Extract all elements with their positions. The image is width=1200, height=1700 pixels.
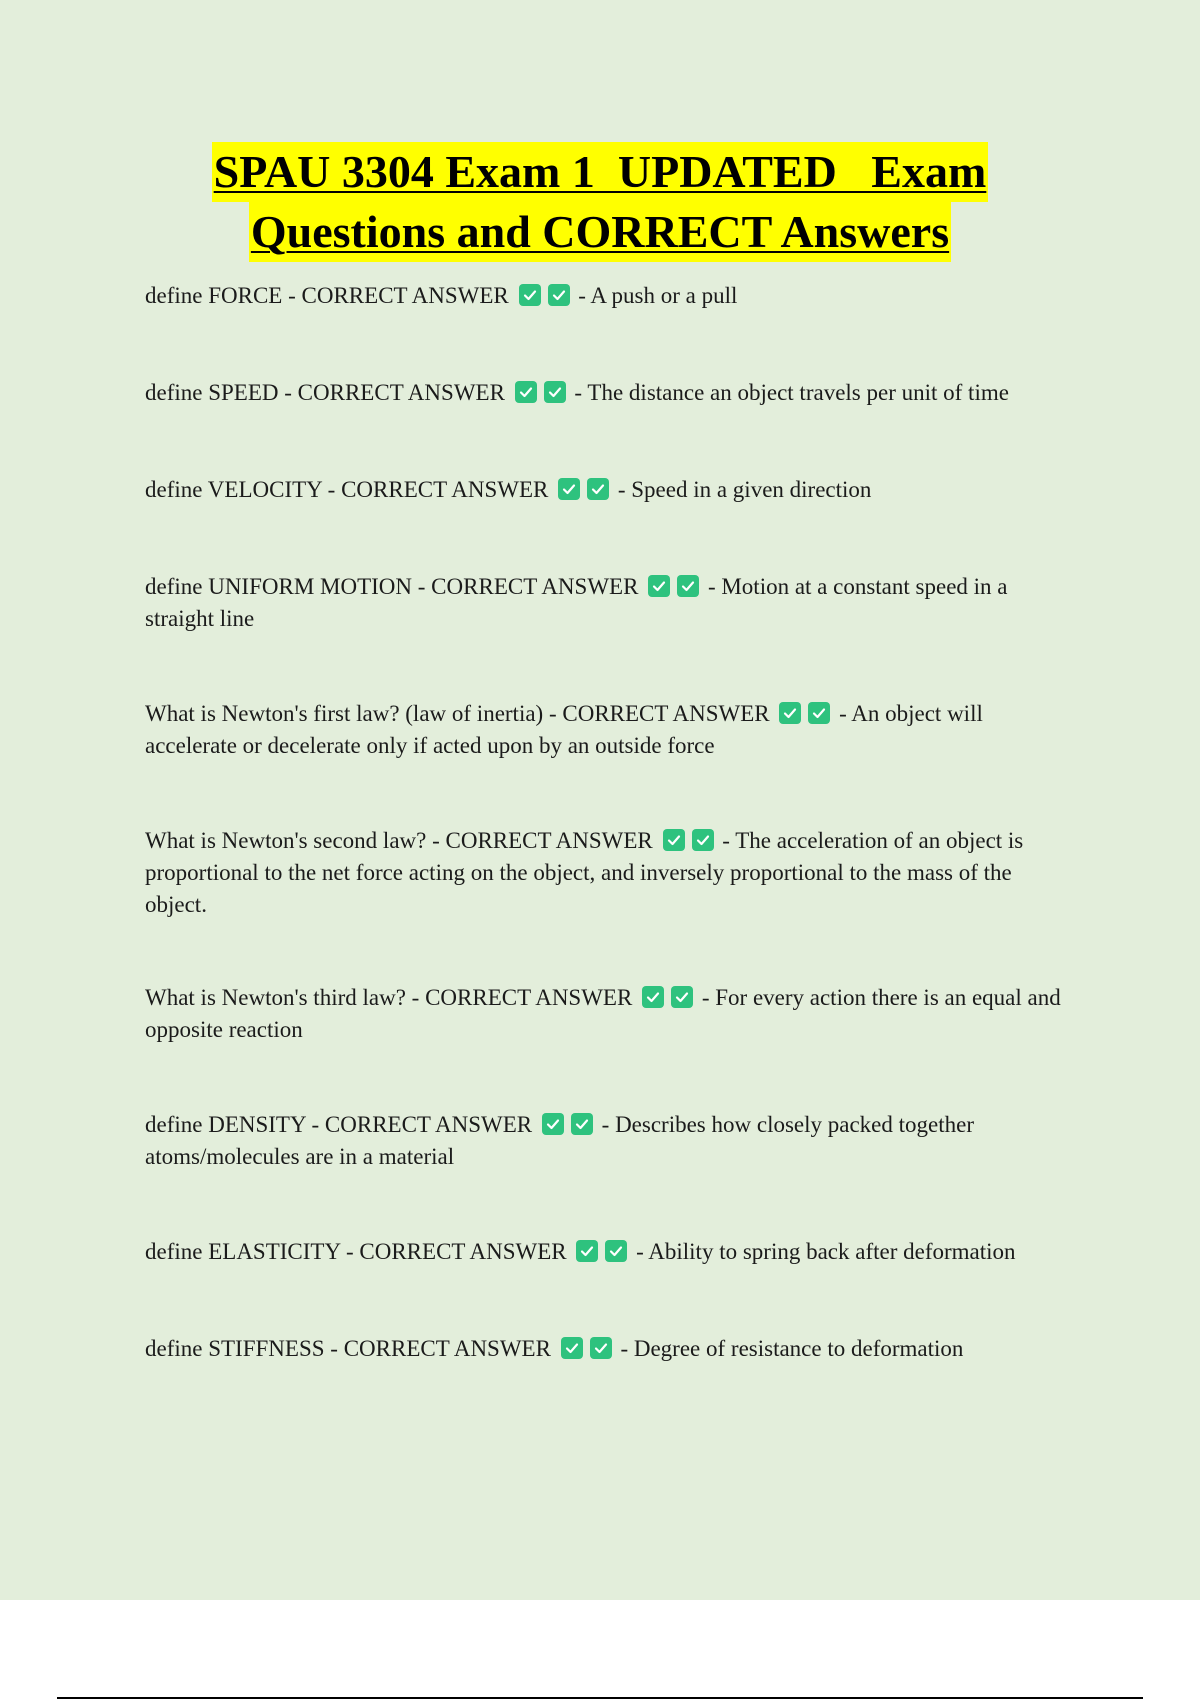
check-icon	[808, 702, 830, 724]
qa-entry-newton-third-law	[145, 982, 1065, 1046]
qa-entry-density	[145, 1109, 1065, 1173]
check-icon	[642, 986, 664, 1008]
check-icon	[692, 829, 714, 851]
footer-divider	[57, 1697, 1143, 1699]
entry-answer: - The distance an object travels per unit of time	[574, 380, 1009, 405]
check-icon	[671, 986, 693, 1008]
check-icon	[571, 1113, 593, 1135]
qa-entry-elasticity	[145, 1236, 1016, 1268]
qa-entry-uniform-motion	[145, 571, 1065, 635]
entry-answer: - The acceleration of an object is proportional to the net force acting on the object, and inversely proportional to the mass of the object.	[145, 828, 1024, 917]
check-icon	[677, 575, 699, 597]
check-icon	[648, 575, 670, 597]
entry-prompt: define SPEED - CORRECT ANSWER	[145, 380, 505, 405]
entry-prompt: define FORCE - CORRECT ANSWER	[145, 283, 509, 308]
check-icon	[561, 1337, 583, 1359]
qa-entry-velocity	[145, 474, 871, 506]
check-icon	[548, 284, 570, 306]
entry-answer: - Ability to spring back after deformation	[636, 1239, 1016, 1264]
entry-answer: - For every action there is an equal and opposite reaction	[145, 985, 1061, 1042]
qa-entry-stiffness	[145, 1333, 963, 1365]
check-icon	[544, 381, 566, 403]
check-icon	[605, 1240, 627, 1262]
title-line-1: SPAU 3304 Exam 1 UPDATED Exam	[212, 142, 989, 202]
entry-prompt: What is Newton's third law? - CORRECT ANSWER	[145, 985, 633, 1010]
check-icon	[519, 284, 541, 306]
entry-prompt: define DENSITY - CORRECT ANSWER	[145, 1112, 533, 1137]
entry-answer: - A push or a pull	[578, 283, 738, 308]
entry-answer: - Speed in a given direction	[617, 477, 872, 502]
entry-prompt: What is Newton's first law? (law of inertia) - CORRECT ANSWER	[145, 701, 770, 726]
check-icon	[558, 478, 580, 500]
entry-answer: - Degree of resistance to deformation	[620, 1336, 964, 1361]
qa-entry-newton-first-law	[145, 698, 1065, 762]
check-icon	[663, 829, 685, 851]
entry-prompt: What is Newton's second law? - CORRECT ANSWER	[145, 828, 653, 853]
check-icon	[590, 1337, 612, 1359]
check-icon	[542, 1113, 564, 1135]
entry-answer: - Describes how closely packed together atoms/molecules are in a material	[145, 1112, 974, 1169]
qa-entry-newton-second-law	[145, 825, 1065, 921]
title-line-2: Questions and CORRECT Answers	[249, 202, 951, 262]
qa-entry-speed	[145, 377, 1009, 409]
check-icon	[779, 702, 801, 724]
entry-answer: - An object will accelerate or decelerate only if acted upon by an outside force	[145, 701, 983, 758]
entry-prompt: define VELOCITY - CORRECT ANSWER	[145, 477, 549, 502]
check-icon	[587, 478, 609, 500]
document-title	[0, 142, 1200, 262]
entry-prompt: define ELASTICITY - CORRECT ANSWER	[145, 1239, 567, 1264]
entry-prompt: define UNIFORM MOTION - CORRECT ANSWER	[145, 574, 639, 599]
check-icon	[576, 1240, 598, 1262]
entry-prompt: define STIFFNESS - CORRECT ANSWER	[145, 1336, 551, 1361]
entry-answer: - Motion at a constant speed in a straight line	[145, 574, 1008, 631]
qa-entry-force	[145, 280, 737, 312]
check-icon	[515, 381, 537, 403]
